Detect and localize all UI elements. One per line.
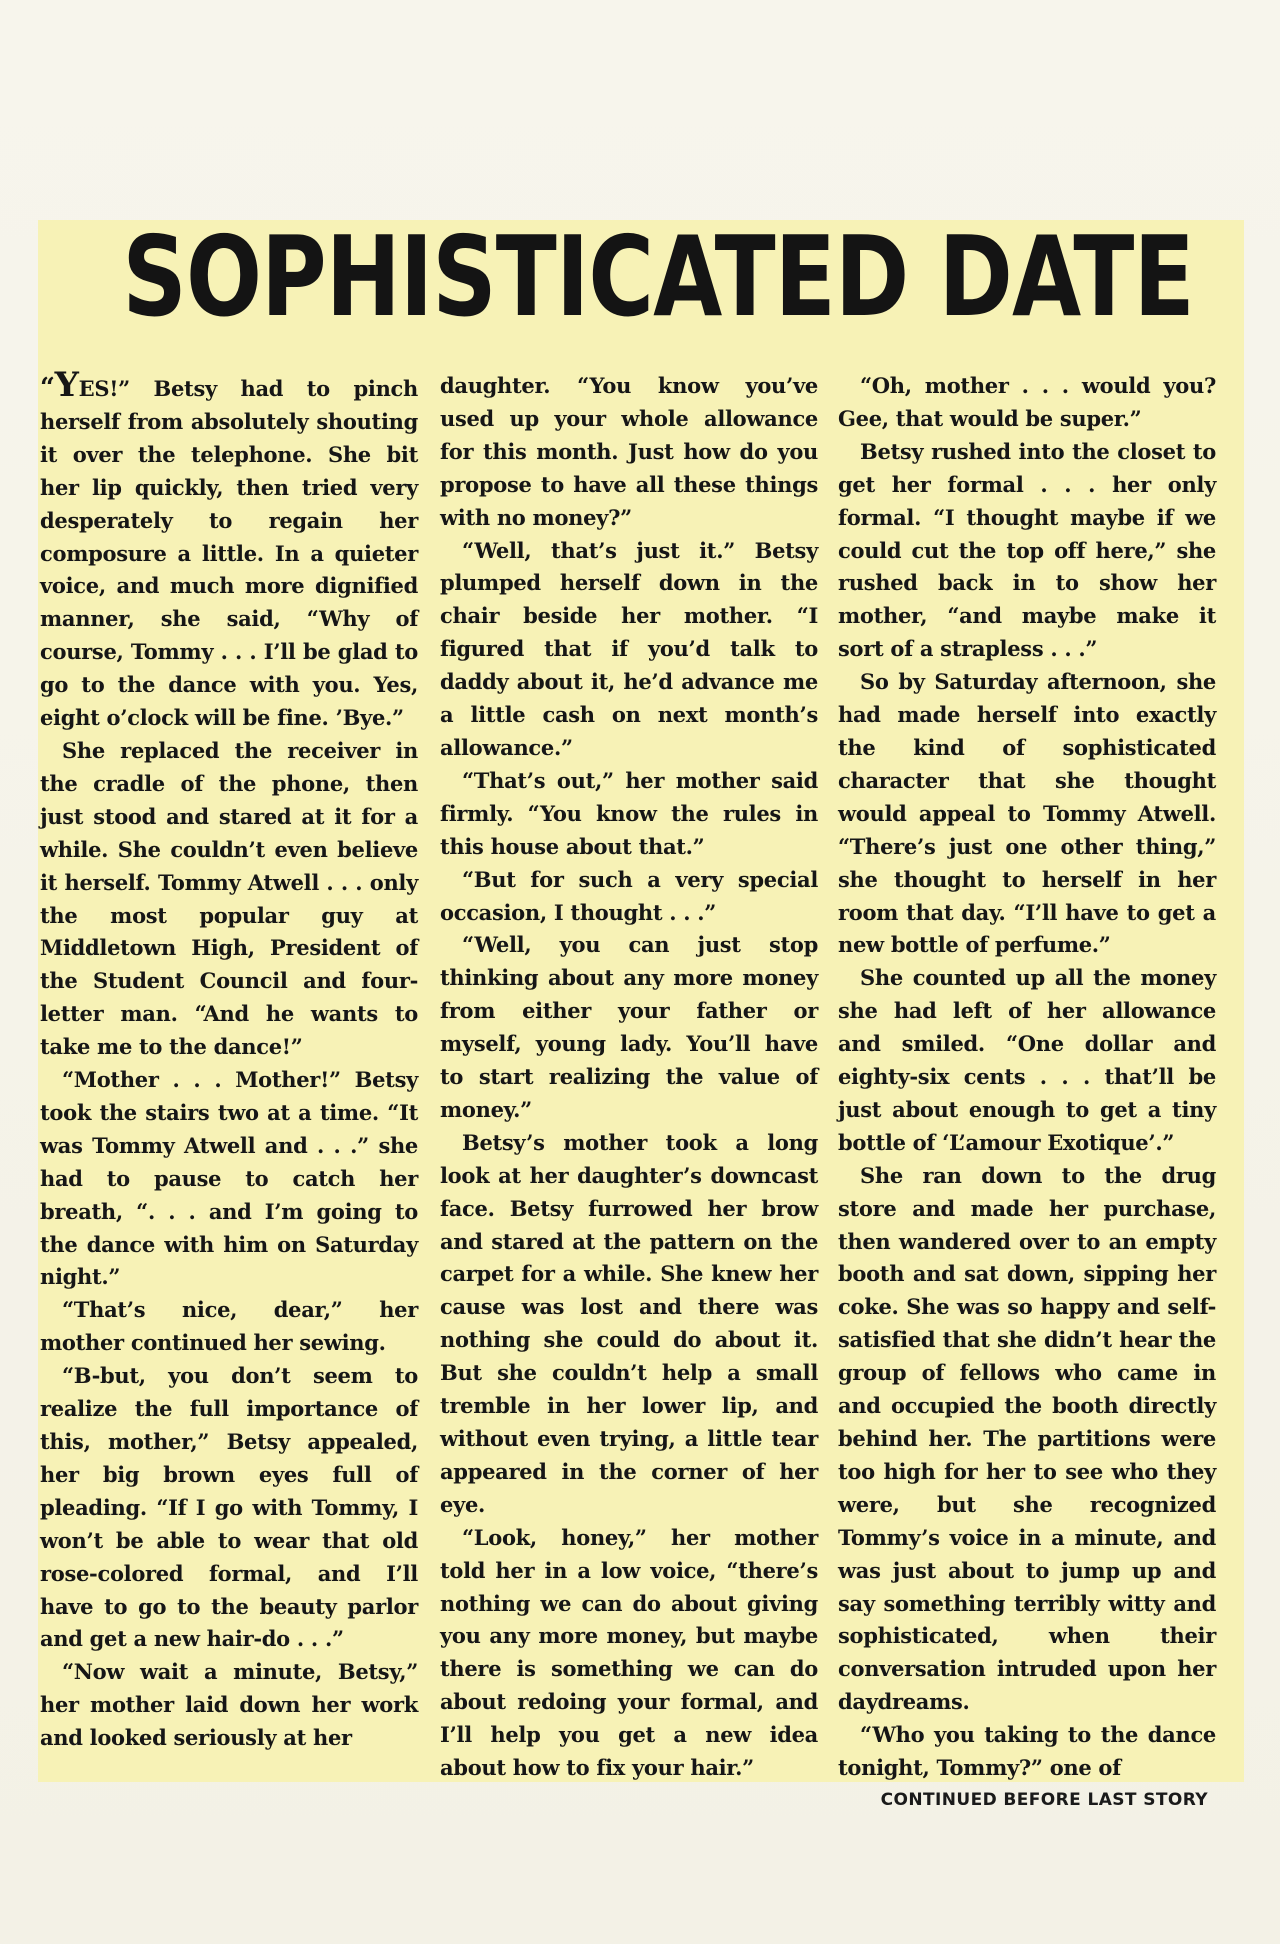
story-body (40, 365, 1216, 1782)
paragraph: She replaced the receiver in the cradle of the phone, then just stood and stared at it for a while. She couldn’t even believe it herself. Tommy Atwell . . . only the most popular guy at Middletown High, President of the Student Council and four-letter man. “And he wants to take me to the dance!” (40, 737, 418, 1060)
paragraph: So by Saturday afternoon, she had made herself into exactly the kind of sophisticated character that she thought would appeal to Tommy Atwell. “There’s just one other thing,” she thought to herself in her room that day. “I’ll have to get a new bottle of perfume.” (838, 669, 1216, 958)
paragraph: Betsy’s mother took a long look at her daughter’s downcast face. Betsy furrowed her brow and stared at the pattern on the carpet for a while. She knew her cause was lost and there was nothing she could do about it. But she couldn’t help a small tremble in her lower lip, and without even trying, a little tear appeared in the corner of her eye. (440, 1129, 818, 1517)
paragraph: “B-but, you don’t seem to realize the full importance of this, mother,” Betsy appealed, her big brown eyes full of pleading. “If I go with Tommy, I won’t be able to wear that old rose-colored formal, and I’ll have to go to the beauty parlor and get a new hair-do . . .” (40, 1363, 418, 1652)
column-2 (440, 370, 818, 1785)
paragraph: “Oh, mother . . . would you? Gee, that would be super.” (838, 373, 1216, 431)
paragraph: “But for such a very special occasion, I thought . . .” (440, 866, 818, 925)
paragraph: She counted up all the money she had left of her allowance and smiled. “One dollar and eighty-six cents . . . that’ll be just about enough to get a tiny bottle of ‘L’amour Exotique’.” (838, 965, 1216, 1155)
paragraph: “That’s out,” her mother said firmly. “You know the rules in this house about that.” (440, 767, 818, 859)
drop-cap: Y (54, 365, 79, 405)
open-quote: “ (40, 373, 55, 403)
paragraph: “Well, you can just stop thinking about any more money from either your father or myself, young lady. You’ll have to start realizing the value of money.” (440, 932, 818, 1122)
paragraph: “Who you taking to the dance tonight, Tommy?” one of (838, 1722, 1216, 1781)
column-1 (40, 365, 418, 1755)
column-3 (838, 370, 1216, 1785)
paragraph: Betsy rushed into the closet to get her formal . . . her only formal. “I thought maybe if we could cut the top off here,” she rushed back in to show her mother, “and maybe make it sort of a strapless . . .” (838, 438, 1216, 662)
paragraph: “Mother . . . Mother!” Betsy took the stairs two at a time. “It was Tommy Atwell and . . .” she had to pause to catch her breath, “. . . and I’m going to the dance with him on Saturday night.” (40, 1067, 418, 1290)
paragraph: “That’s nice, dear,” her mother continued her sewing. (40, 1297, 418, 1356)
paragraph: daughter. “You know you’ve used up your whole allowance for this month. Just how do you propose to have all these things with no money?” (440, 373, 818, 530)
story-title: SOPHISTICATED DATE (122, 212, 1194, 342)
paragraph: “Now wait a minute, Betsy,” her mother laid down her work and looked seriously at her (40, 1659, 418, 1751)
paragraph: She ran down to the drug store and made her purchase, then wandered over to an empty booth and sat down, sipping her coke. She was so happy and self-satisfied that she didn’t hear the group of fellows who came in and occupied the booth directly behind her. The partitions were too high for her to see who they were, but she recognized Tommy’s voice in a minute, and was just about to jump up and say something terribly witty and sophisticated, when their conversation intruded upon her daydreams. (838, 1162, 1216, 1715)
continued-note: CONTINUED BEFORE LAST STORY (880, 1790, 1208, 1810)
paragraph: “Look, honey,” her mother told her in a low voice, “there’s nothing we can do about giving you any more money, but maybe there is something we can do about redoing your formal, and I’ll help you get a new idea about how to fix your hair.” (440, 1524, 818, 1781)
paragraph (40, 365, 418, 735)
paragraph-text: ES!” Betsy had to pinch herself from absolutely shouting it over the telephone. She bit her lip quickly, then tried very desperately to regain her composure a little. In a quieter voice, and much more dignified manner, she said, “Why of course, Tommy . . . I’ll be glad to go to the dance with you. Yes, eight o’clock will be fine. ’Bye.” (40, 376, 418, 731)
paragraph: “Well, that’s just it.” Betsy plumped herself down in the chair beside her mother. “I figured that if you’d talk to daddy about it, he’d advance me a little cash on next month’s allowance.” (440, 537, 818, 760)
